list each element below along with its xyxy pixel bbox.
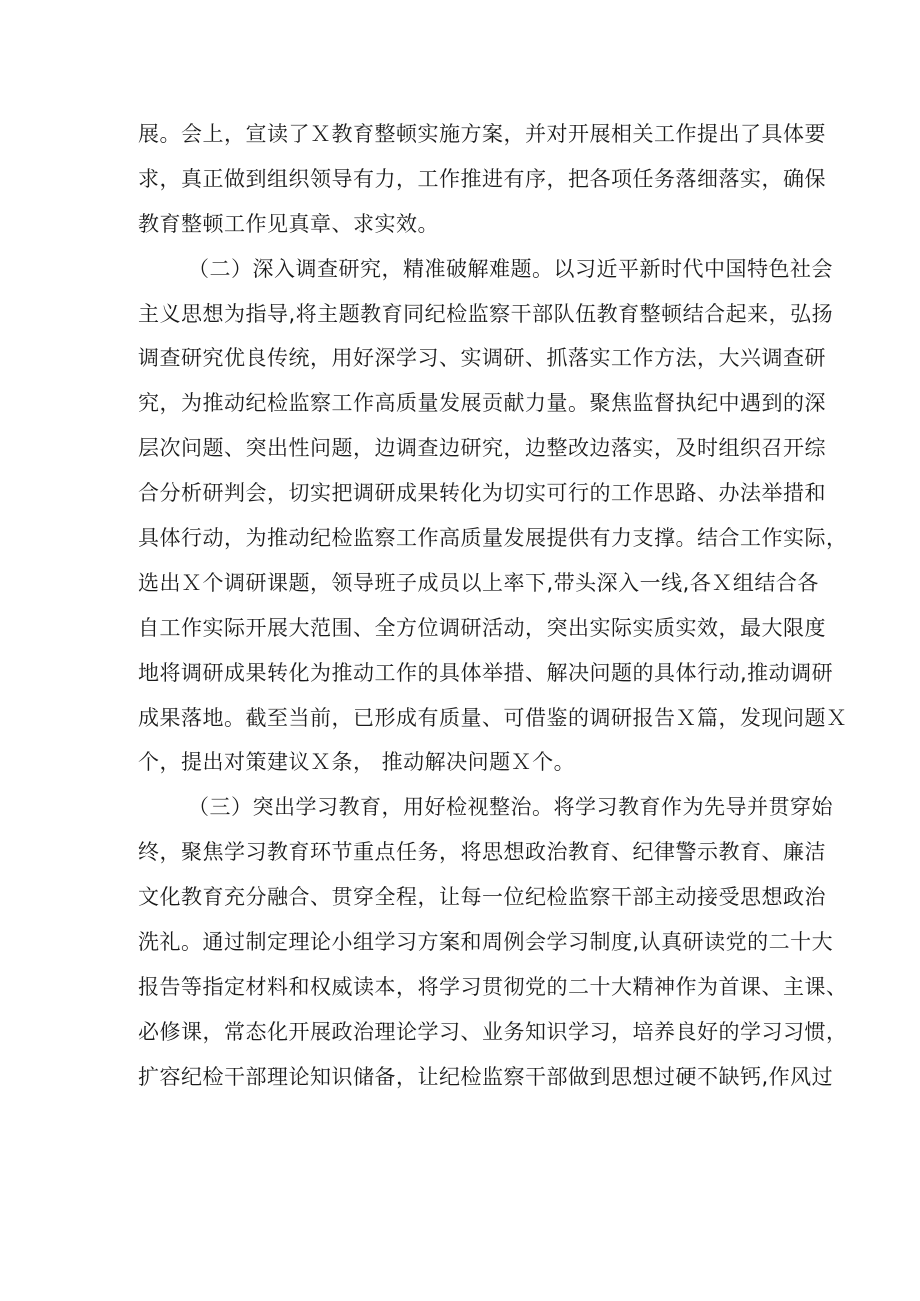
text-line: 必修课，常态化开展政治理论学习、业务知识学习，培养良好的学习习惯， <box>138 1019 848 1044</box>
text-line: 教育整顿工作见真章、求实效。 <box>138 211 439 236</box>
text-line: 洗礼。通过制定理论小组学习方案和周例会学习制度,认真研读党的二十大 <box>138 930 834 955</box>
text-line: 报告等指定材料和权威读本，将学习贯彻党的二十大精神作为首课、主课、 <box>138 974 848 999</box>
text-line: 地将调研成果转化为推动工作的具体举措、解决问题的具体行动,推动调研 <box>138 660 834 685</box>
text-line: 展。会上，宣读了Ｘ教育整顿实施方案，并对开展相关工作提出了具体要 <box>138 122 826 146</box>
paragraph-3 <box>138 785 848 1099</box>
text-line: 具体行动，为推动纪检监察工作高质量发展提供有力支撑。结合工作实际， <box>138 526 848 551</box>
text-line: 成果落地。截至当前，已形成有质量、可借鉴的调研报告Ｘ篇，发现问题Ｘ <box>138 705 848 730</box>
text-line: 层次问题、突出性问题，边调查边研究，边整改边落实，及时组织召开综 <box>138 436 826 461</box>
text-line: 主义思想为指导,将主题教育同纪检监察干部队伍教育整顿结合起来，弘扬 <box>138 301 834 326</box>
text-line: 调查研究优良传统，用好深学习、实调研、抓落实工作方法，大兴调查研 <box>138 346 826 371</box>
body-text <box>138 112 848 1100</box>
text-line: 终，聚焦学习教育环节重点任务，将思想政治教育、纪律警示教育、廉洁 <box>138 840 826 865</box>
text-line: 合分析研判会，切实把调研成果转化为切实可行的工作思路、办法举措和 <box>138 481 826 506</box>
text-line: 文化教育充分融合、贯穿全程，让每一位纪检监察干部主动接受思想政治 <box>138 885 826 910</box>
paragraph-2 <box>138 247 848 786</box>
text-line: 求，真正做到组织领导有力，工作推进有序，把各项任务落细落实，确保 <box>138 166 826 191</box>
text-line: 究，为推动纪检监察工作高质量发展贡献力量。聚焦监督执纪中遇到的深 <box>138 391 826 416</box>
text-line: （二）深入调查研究，精准破解难题。以习近平新时代中国特色社会 <box>188 256 833 281</box>
text-line: 选出Ｘ个调研课题，领导班子成员以上率下,带头深入一线,各Ｘ组结合各 <box>138 570 819 595</box>
paragraph-1 <box>138 112 826 247</box>
text-line: （三）突出学习教育，用好检视整治。将学习教育作为先导并贯穿始 <box>188 795 833 820</box>
text-line: 个，提出对策建议Ｘ条， 推动解决问题Ｘ个。 <box>138 750 576 775</box>
text-line: 自工作实际开展大范围、全方位调研活动，突出实际实质实效，最大限度 <box>138 615 826 640</box>
text-line: 扩容纪检干部理论知识储备，让纪检监察干部做到思想过硬不缺钙,作风过 <box>138 1064 834 1089</box>
